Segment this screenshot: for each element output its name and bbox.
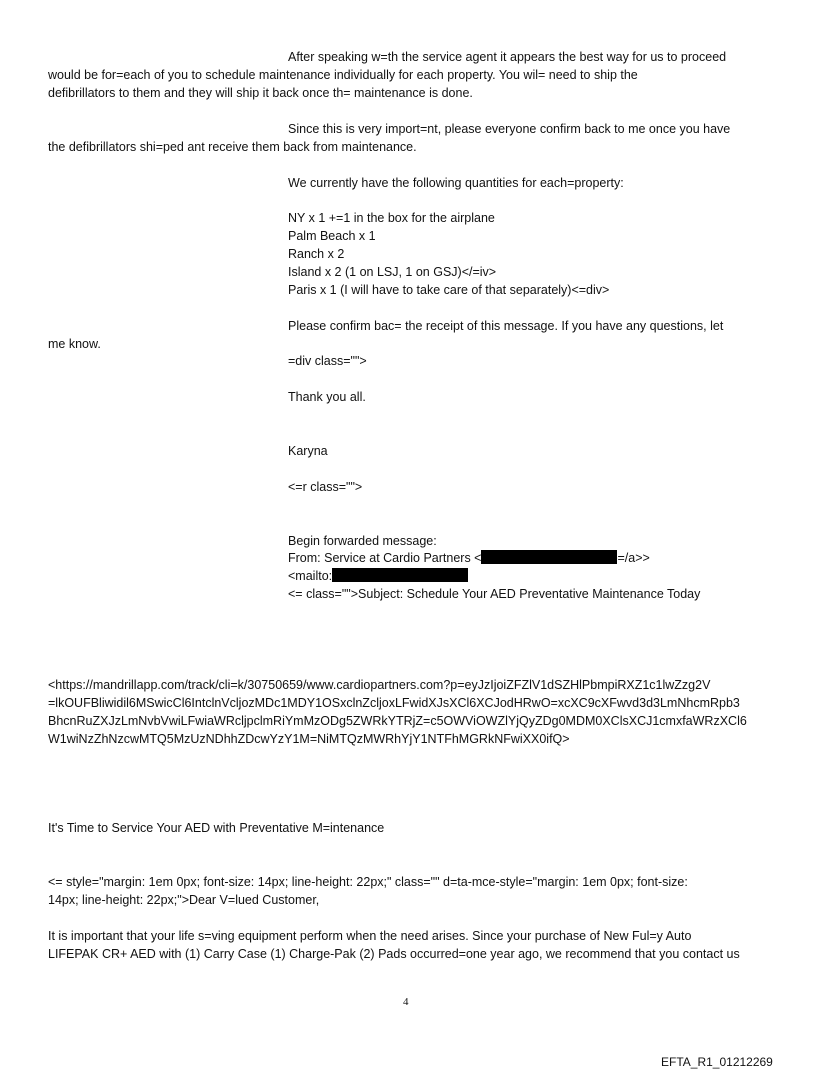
- quantity-item-island: Island x 2 (1 on LSJ, 1 on GSJ)</=iv>: [288, 265, 497, 279]
- notice-body-line-2: LIFEPAK CR+ AED with (1) Carry Case (1) Charge-Pak (2) Pads occurred=one year ago, we recommend that you contact us: [48, 947, 740, 961]
- email-paragraph-4-line-2: me know.: [48, 337, 101, 351]
- forwarded-from-suffix: =/a>>: [617, 551, 650, 565]
- quantity-item-ny: NY x 1 +=1 in the box for the airplane: [288, 211, 495, 225]
- tracking-url-line-1: <https://mandrillapp.com/track/cli=k/30750659/www.cardiopartners.com?p=eyJzIjoiZFZlV1dSZHlPbmpiRXZ1c1lwZzg2V: [48, 678, 711, 692]
- notice-heading: It's Time to Service Your AED with Preventative M=intenance: [48, 821, 385, 835]
- tracking-url-line-4: W1wiNzZhNzcwMTQ5MzUzNDhhZDcwYzY1M=NiMTQzMWRhYjY1NTFhMGRkNFwiXX0ifQ>: [48, 732, 570, 746]
- r-class-artifact: <=r class="">: [288, 480, 363, 494]
- forwarded-from-prefix: From: Service at Cardio Partners <: [288, 551, 482, 565]
- notice-style-line-1: <= style="margin: 1em 0px; font-size: 14px; line-height: 22px;" class="" d=ta-mce-style="margin: 1em 0px; font-size:: [48, 875, 688, 889]
- forwarded-message-heading: Begin forwarded message:: [288, 534, 437, 548]
- redaction-bar-mailto: [332, 568, 468, 582]
- forwarded-from-line: [288, 549, 650, 567]
- signature-name: Karyna: [288, 444, 328, 458]
- quantity-item-ranch: Ranch x 2: [288, 247, 345, 261]
- tracking-url-line-2: =lkOUFBliwidil6MSwicCl6IntclnVcljozMDc1MDY1OSxclnZcljoxLFwidXJsXCl6XCJodHRwO=xcXC9cXFwvd3d3LmNhcmRpb3: [48, 696, 740, 710]
- notice-body-line-1: It is important that your life s=ving equipment perform when the need arises. Since your purchase of New Ful=y Auto: [48, 929, 692, 943]
- email-paragraph-3: We currently have the following quantities for each=property:: [288, 176, 624, 190]
- forwarded-subject-line: <= class="">Subject: Schedule Your AED Preventative Maintenance Today: [288, 587, 701, 601]
- email-paragraph-2-line-1: Since this is very import=nt, please everyone confirm back to me once you have: [288, 122, 731, 136]
- tracking-url-line-3: BhcnRuZXJzLmNvbVwiLFwiaWRcljpclmRiYmMzODg5ZWRkYTRjZ=c5OWViOWZlYjQyZDg0MDM0XClsXCJ1cmxfaWRzXCl6: [48, 714, 747, 728]
- thank-you-line: Thank you all.: [288, 390, 366, 404]
- email-paragraph-1-line-3: defibrillators to them and they will ship it back once th= maintenance is done.: [48, 86, 473, 100]
- email-paragraph-1-line-2: would be for=each of you to schedule maintenance individually for each property. You wil= need to ship the: [48, 68, 638, 82]
- forwarded-mailto-prefix: <mailto:: [288, 569, 333, 583]
- notice-style-line-2: 14px; line-height: 22px;">Dear V=lued Customer,: [48, 893, 320, 907]
- forwarded-mailto-line: [288, 567, 468, 585]
- page-number: 4: [403, 996, 409, 1008]
- email-paragraph-1-line-1: After speaking w=th the service agent it appears the best way for us to proceed: [288, 50, 727, 64]
- quantity-item-palm-beach: Palm Beach x 1: [288, 229, 376, 243]
- email-paragraph-4-line-1: Please confirm bac= the receipt of this message. If you have any questions, let: [288, 319, 724, 333]
- quantity-item-paris: Paris x 1 (I will have to take care of that separately)<=div>: [288, 283, 610, 297]
- email-paragraph-2-line-2: the defibrillators shi=ped ant receive them back from maintenance.: [48, 140, 417, 154]
- bates-number: EFTA_R1_01212269: [661, 1055, 773, 1069]
- redaction-bar-email: [481, 550, 617, 564]
- div-class-artifact: =div class="">: [288, 354, 367, 368]
